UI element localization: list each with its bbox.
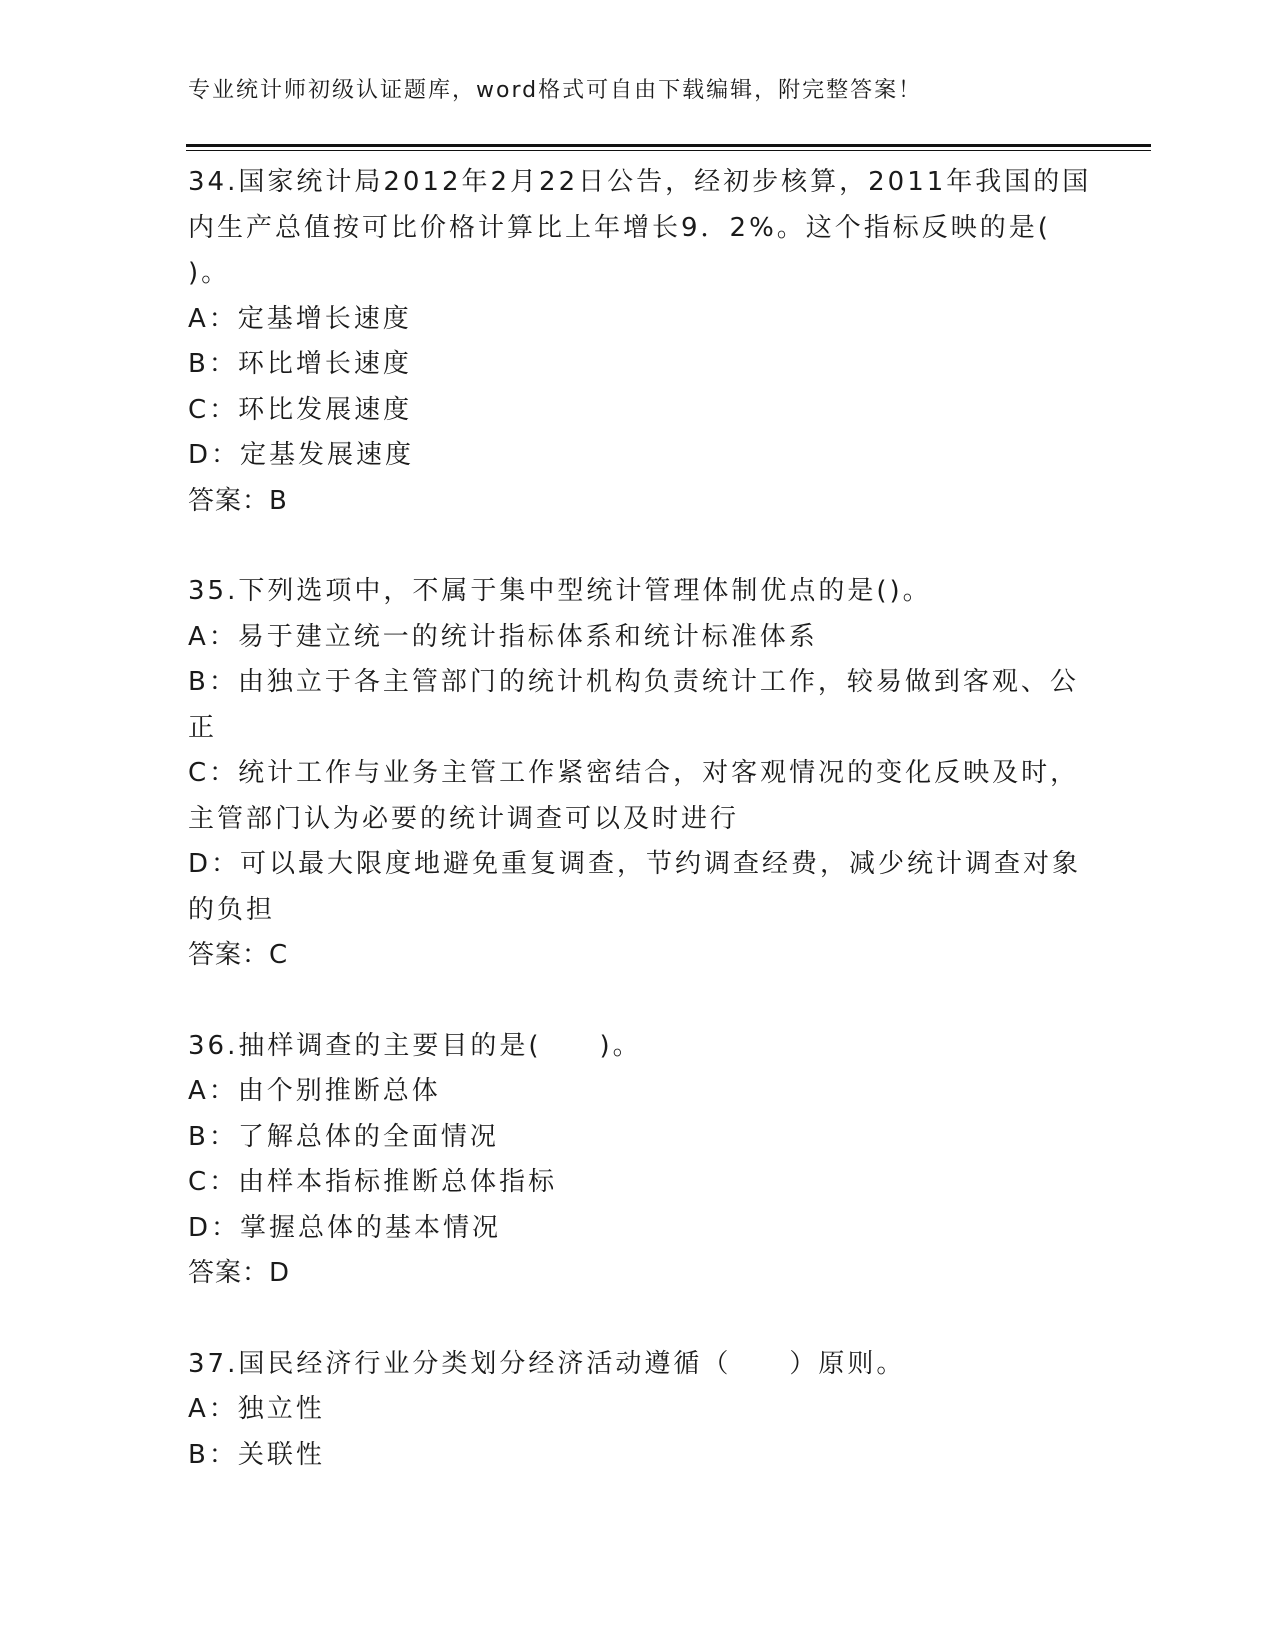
option-d: D：可以最大限度地避免重复调查，节约调查经费，减少统计调查对象 bbox=[188, 849, 1082, 879]
question-36 bbox=[188, 1024, 1088, 1297]
header-rule-thin bbox=[186, 150, 1151, 151]
answer-text: 答案：C bbox=[188, 940, 289, 970]
option-a: A：定基增长速度 bbox=[188, 303, 412, 334]
option-c: C：环比发展速度 bbox=[188, 394, 413, 425]
option-c-continued: 主管部门认为必要的统计调查可以及时进行 bbox=[188, 803, 740, 834]
question-text-line: 35.下列选项中，不属于集中型统计管理体制优点的是()。 bbox=[188, 576, 932, 606]
option-b: B：由独立于各主管部门的统计机构负责统计工作，较易做到客观、公 bbox=[188, 667, 1079, 697]
option-b: B：了解总体的全面情况 bbox=[188, 1121, 499, 1152]
question-text-line: 37.国民经济行业分类划分经济活动遵循（ ）原则。 bbox=[188, 1348, 906, 1379]
page-header-text: 专业统计师初级认证题库，word格式可自由下载编辑，附完整答案！ bbox=[188, 78, 923, 103]
question-34 bbox=[188, 160, 1092, 524]
header-rule-thick bbox=[186, 144, 1151, 147]
option-a: A：由个别推断总体 bbox=[188, 1076, 441, 1106]
question-37 bbox=[188, 1342, 1088, 1479]
question-text-line: )。 bbox=[188, 258, 231, 288]
option-d-continued: 的负担 bbox=[188, 894, 276, 925]
option-b-continued: 正 bbox=[188, 712, 218, 743]
option-c: C：由样本指标推断总体指标 bbox=[188, 1167, 558, 1197]
option-c: C：统计工作与业务主管工作紧密结合，对客观情况的变化反映及时， bbox=[188, 758, 1080, 788]
answer-text: 答案：B bbox=[188, 485, 288, 516]
option-a: A：独立性 bbox=[188, 1394, 325, 1424]
question-text-line: 内生产总值按可比价格计算比上年增长9．2%。这个指标反映的是( bbox=[188, 212, 1051, 243]
answer-text: 答案：D bbox=[188, 1258, 291, 1288]
question-text-line: 36.抽样调查的主要目的是( )。 bbox=[188, 1030, 642, 1061]
question-35 bbox=[188, 569, 1088, 979]
question-text-line: 34.国家统计局2012年2月22日公告，经初步核算，2011年我国的国 bbox=[188, 167, 1092, 197]
option-b: B：环比增长速度 bbox=[188, 349, 412, 379]
question-list bbox=[188, 160, 1092, 1523]
option-d: D：定基发展速度 bbox=[188, 440, 415, 470]
option-a: A：易于建立统一的统计指标体系和统计标准体系 bbox=[188, 621, 818, 652]
option-b: B：关联性 bbox=[188, 1439, 325, 1470]
option-d: D：掌握总体的基本情况 bbox=[188, 1212, 502, 1243]
